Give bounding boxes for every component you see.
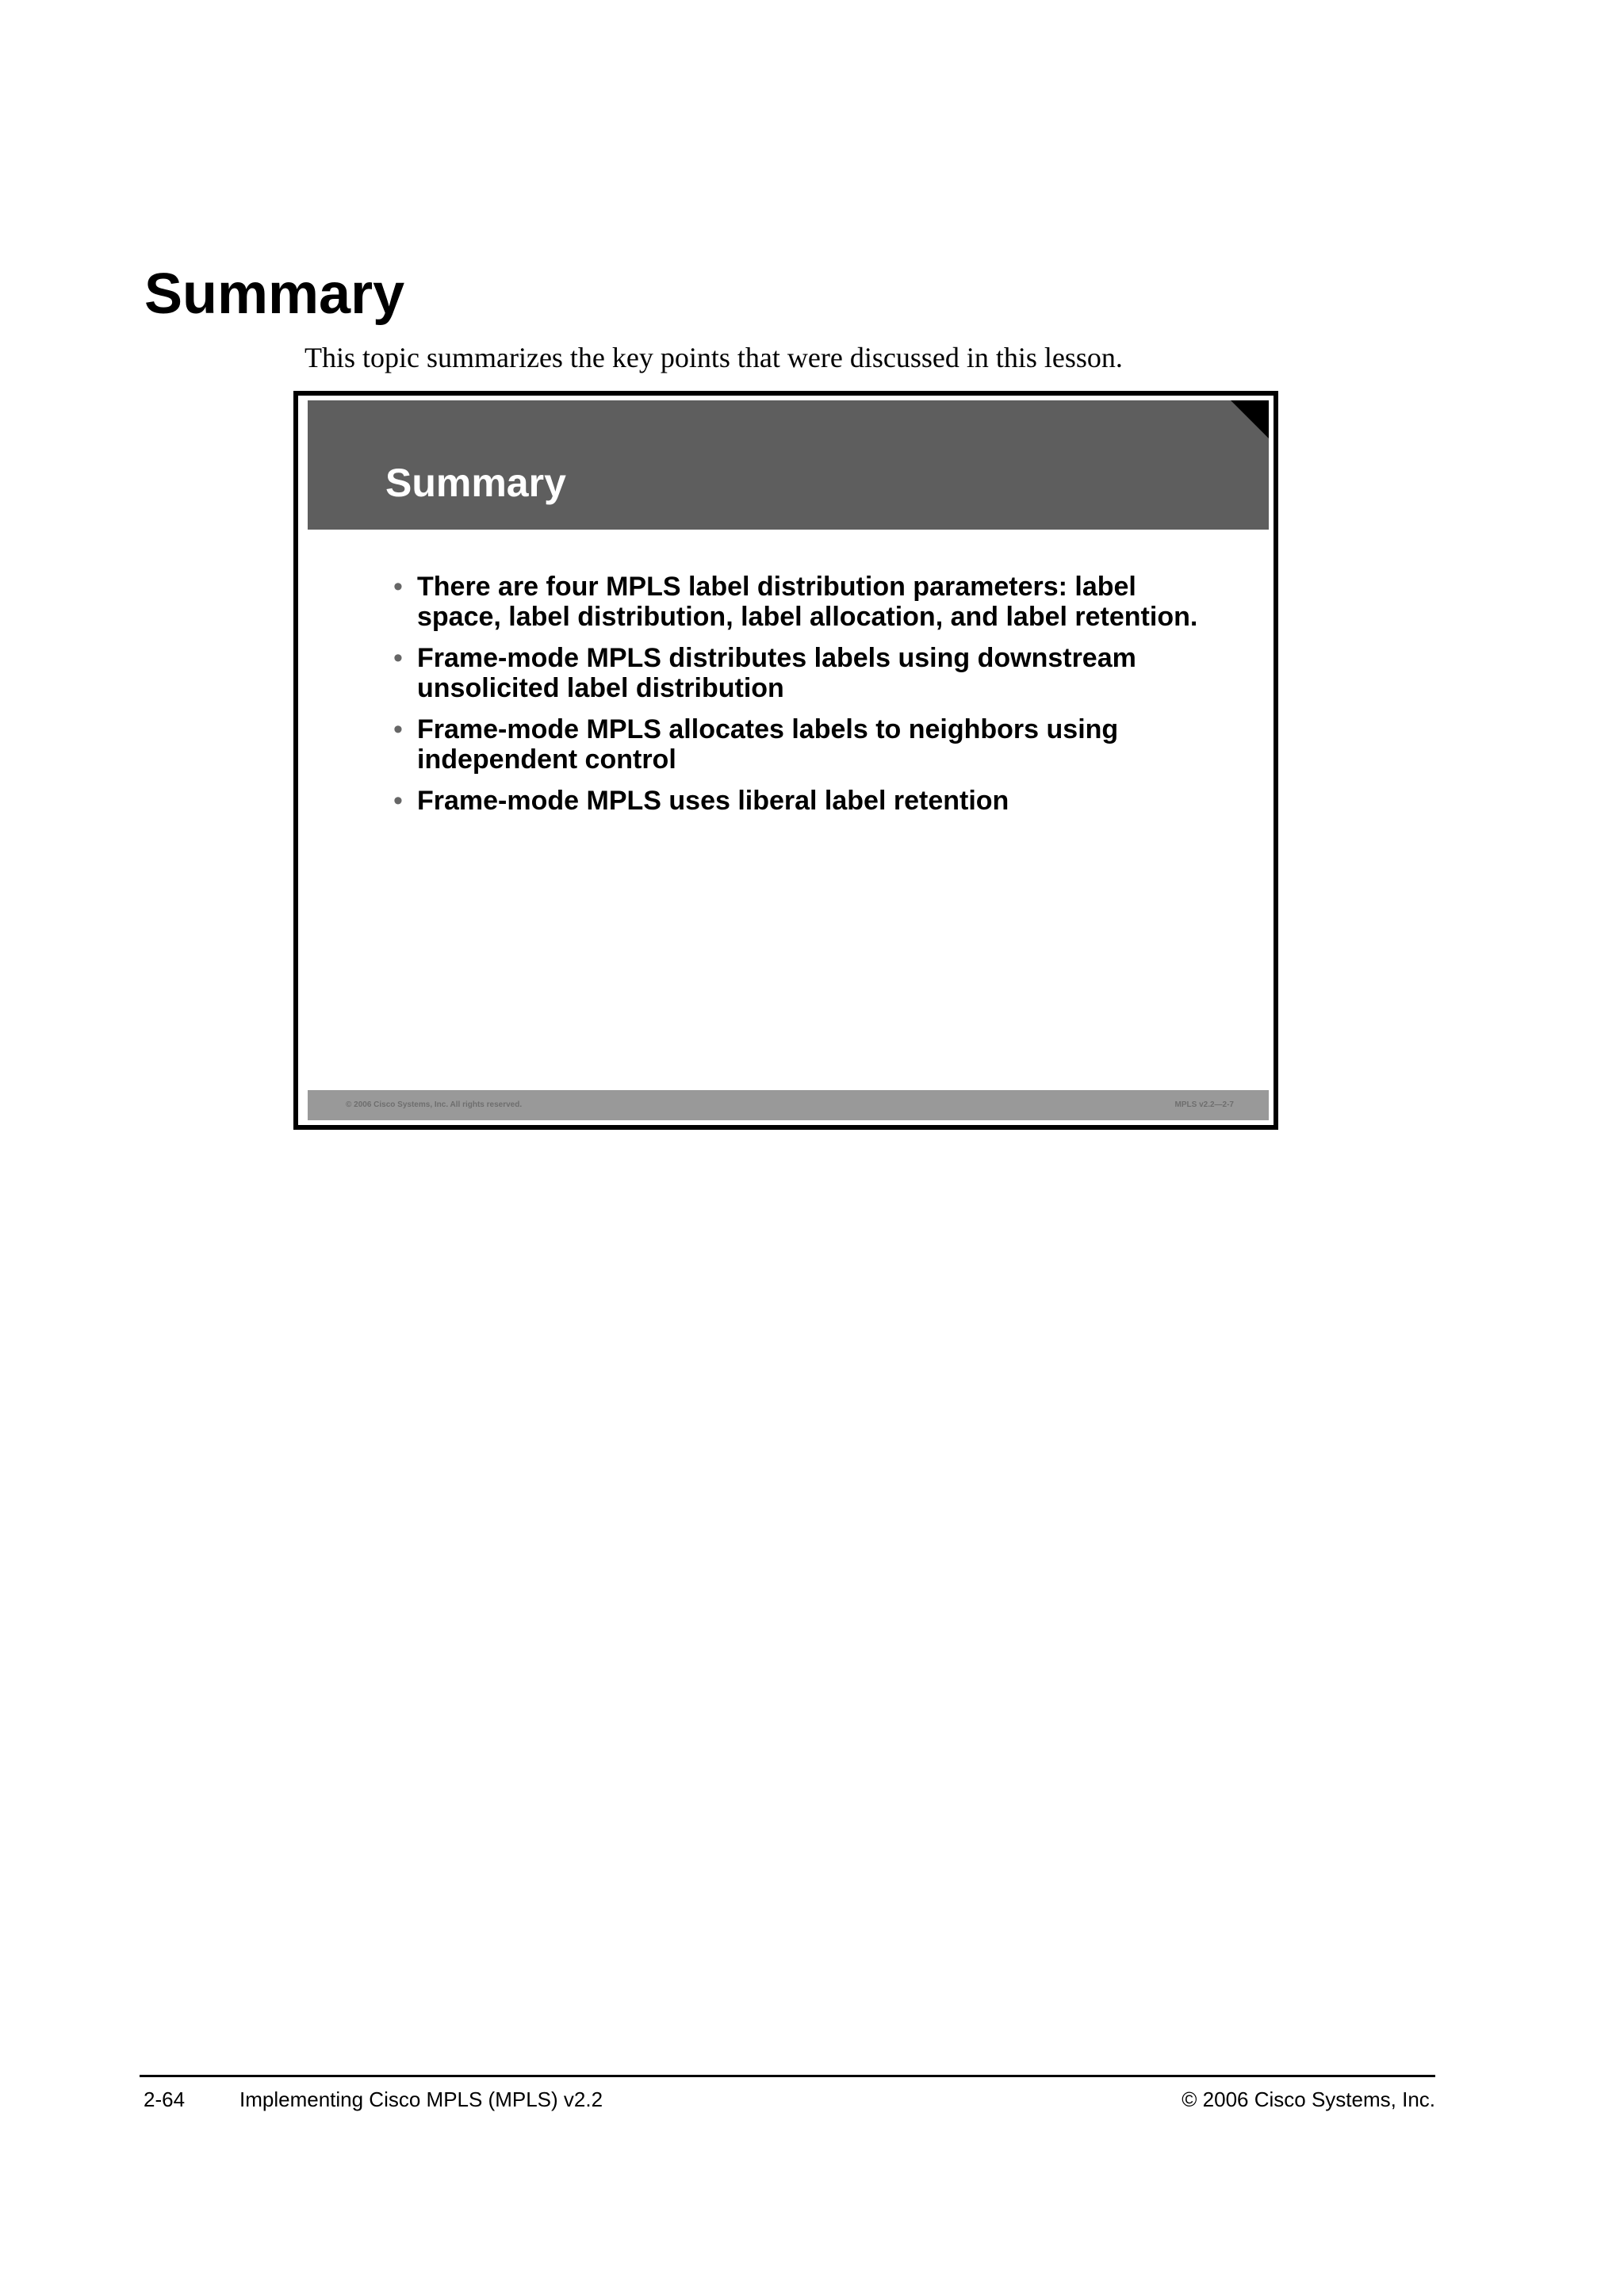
- bullet-text: Frame-mode MPLS uses liberal label retention: [417, 786, 1009, 816]
- slide-title: Summary: [385, 461, 566, 505]
- page-copyright: © 2006 Cisco Systems, Inc.: [1182, 2087, 1435, 2111]
- slide-bullet-list: [393, 572, 1210, 827]
- slide-copyright: © 2006 Cisco Systems, Inc. All rights reserved.: [346, 1100, 523, 1109]
- bullet-item: [393, 714, 1210, 775]
- course-title: Implementing Cisco MPLS (MPLS) v2.2: [239, 2087, 603, 2111]
- bullet-dot-icon: •: [393, 714, 403, 744]
- intro-text: This topic summarizes the key points that were discussed in this lesson.: [304, 342, 1123, 373]
- bullet-item: [393, 643, 1210, 703]
- bullet-text: There are four MPLS label distribution parameters: label space, label distribution, label allocation, and label retention.: [417, 572, 1198, 632]
- slide-number: MPLS v2.2—2-7: [1174, 1100, 1234, 1109]
- slide-footer: [308, 1090, 1269, 1120]
- bullet-item: [393, 572, 1210, 632]
- bullet-dot-icon: •: [393, 572, 403, 602]
- slide-header: [308, 400, 1269, 530]
- corner-triangle-icon: [1231, 400, 1269, 438]
- bullet-item: [393, 786, 1210, 816]
- bullet-dot-icon: •: [393, 643, 403, 673]
- footer-divider: [140, 2075, 1435, 2077]
- bullet-dot-icon: •: [393, 786, 403, 816]
- slide-figure: [293, 391, 1278, 1130]
- page-title: Summary: [144, 262, 405, 326]
- bullet-text: Frame-mode MPLS distributes labels using downstream unsolicited label distribution: [417, 643, 1136, 703]
- bullet-text: Frame-mode MPLS allocates labels to neighbors using independent control: [417, 714, 1119, 775]
- page-number: 2-64: [144, 2087, 186, 2111]
